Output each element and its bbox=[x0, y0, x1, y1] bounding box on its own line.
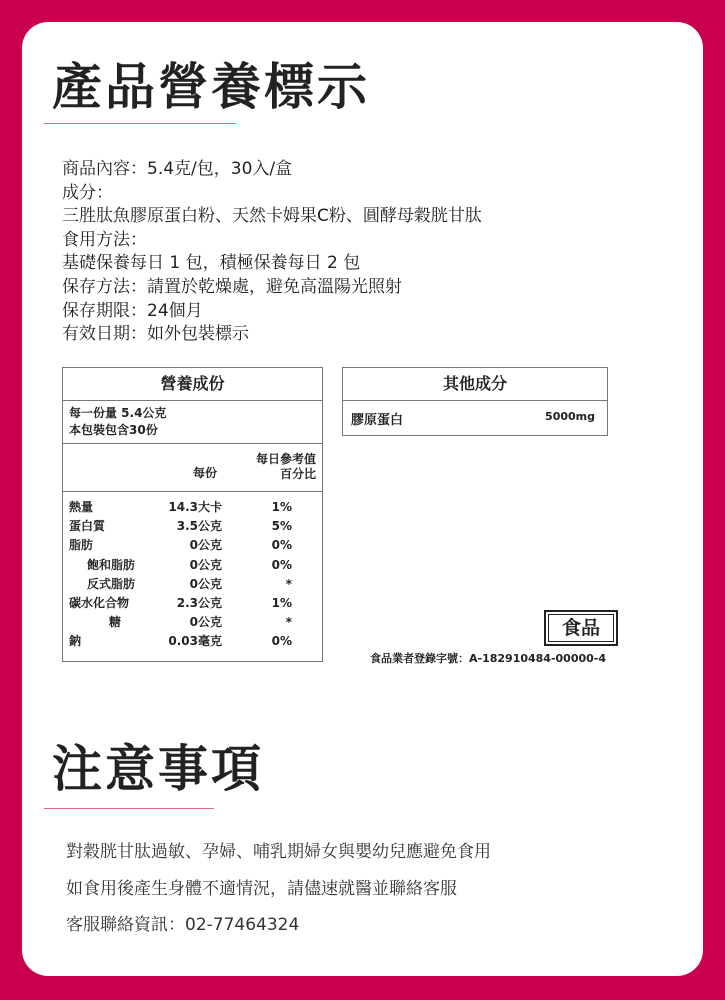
nutrient-amount: 0公克 bbox=[189, 557, 222, 572]
notes-list bbox=[66, 834, 491, 944]
registration-number: 食品業者登錄字號：A-182910484-00000-4 bbox=[370, 652, 607, 665]
badge-label: 食品 bbox=[561, 617, 600, 639]
info-line: 基礎保養每日 1 包，積極保養每日 2 包 bbox=[62, 253, 361, 274]
info-line: 食用方法： bbox=[62, 229, 147, 250]
notes-heading: 注意事項 bbox=[52, 740, 264, 798]
food-badge bbox=[544, 610, 618, 646]
heading-underline bbox=[44, 808, 214, 809]
daily-ref-line2: 百分比 bbox=[279, 467, 316, 481]
product-info bbox=[62, 158, 482, 347]
nutrient-amount: 3.5公克 bbox=[176, 519, 222, 534]
nutrition-table bbox=[62, 367, 323, 662]
nutrient-percent: 5% bbox=[271, 519, 292, 534]
other-ingredients-title: 其他成分 bbox=[343, 368, 607, 401]
nutrition-heading: 產品營養標示 bbox=[52, 58, 370, 116]
other-ingredients-table bbox=[342, 367, 608, 436]
daily-ref-header bbox=[256, 452, 316, 482]
nutrient-name: 飽和脂肪 bbox=[87, 557, 136, 572]
serving-info bbox=[63, 401, 322, 444]
label-card bbox=[22, 22, 703, 976]
note-line: 客服聯絡資訊：02-77464324 bbox=[66, 915, 300, 935]
info-line: 有效日期：如外包裝標示 bbox=[62, 324, 249, 345]
nutrient-name: 蛋白質 bbox=[69, 519, 106, 534]
nutrient-percent: 0% bbox=[271, 538, 292, 553]
note-line: 對穀胱甘肽過敏、孕婦、哺乳期婦女與嬰幼兒應避免食用 bbox=[66, 842, 491, 862]
nutrient-percent: 1% bbox=[271, 500, 292, 514]
table-row bbox=[63, 536, 322, 555]
column-headers bbox=[63, 444, 322, 492]
info-line: 三胜肽魚膠原蛋白粉、天然卡姆果C粉、圓酵母穀胱甘肽 bbox=[62, 206, 482, 227]
nutrient-percent: * bbox=[285, 576, 292, 591]
nutrient-name: 糖 bbox=[109, 615, 122, 630]
nutrition-table-title: 營養成份 bbox=[63, 368, 322, 401]
table-row bbox=[343, 401, 607, 433]
nutrient-percent: * bbox=[285, 615, 292, 630]
ingredient-amount: 5000mg bbox=[545, 410, 595, 423]
info-line: 保存期限：24個月 bbox=[62, 300, 203, 321]
nutrient-percent: 1% bbox=[271, 595, 292, 610]
table-row bbox=[63, 613, 322, 632]
table-row bbox=[63, 575, 322, 594]
table-row bbox=[63, 632, 322, 651]
nutrient-name: 熱量 bbox=[69, 500, 94, 514]
nutrient-amount: 0公克 bbox=[189, 576, 222, 591]
info-line: 保存方法：請置於乾燥處，避免高溫陽光照射 bbox=[62, 276, 402, 297]
nutrient-name: 脂肪 bbox=[69, 538, 94, 553]
nutrient-amount: 0.03毫克 bbox=[168, 634, 222, 649]
table-row bbox=[63, 498, 322, 517]
nutrient-name: 碳水化合物 bbox=[69, 595, 130, 610]
nutrient-amount: 14.3大卡 bbox=[168, 500, 222, 514]
note-line: 如食用後產生身體不適情況，請儘速就醫並聯絡客服 bbox=[66, 878, 457, 899]
nutrient-percent: 0% bbox=[271, 634, 292, 649]
nutrient-percent: 0% bbox=[271, 557, 292, 572]
serving-size: 每一份量 5.4公克 bbox=[69, 406, 167, 420]
table-row bbox=[63, 517, 322, 536]
table-row bbox=[63, 594, 322, 613]
ingredient-name: 膠原蛋白 bbox=[351, 413, 404, 428]
info-line: 商品內容：5.4克/包，30入/盒 bbox=[62, 159, 293, 179]
servings-per-pack: 本包裝包含30份 bbox=[69, 423, 158, 437]
nutrient-name: 反式脂肪 bbox=[87, 576, 136, 591]
per-serving-header: 每份 bbox=[193, 466, 218, 480]
heading-underline bbox=[44, 123, 236, 124]
nutrient-amount: 2.3公克 bbox=[176, 595, 222, 610]
nutrient-amount: 0公克 bbox=[189, 538, 222, 553]
nutrient-amount: 0公克 bbox=[189, 615, 222, 630]
daily-ref-line1: 每日參考值 bbox=[255, 452, 316, 466]
nutrient-name: 鈉 bbox=[69, 634, 82, 649]
table-row bbox=[63, 556, 322, 575]
nutrient-rows bbox=[63, 492, 322, 652]
info-line: 成分： bbox=[62, 182, 113, 203]
